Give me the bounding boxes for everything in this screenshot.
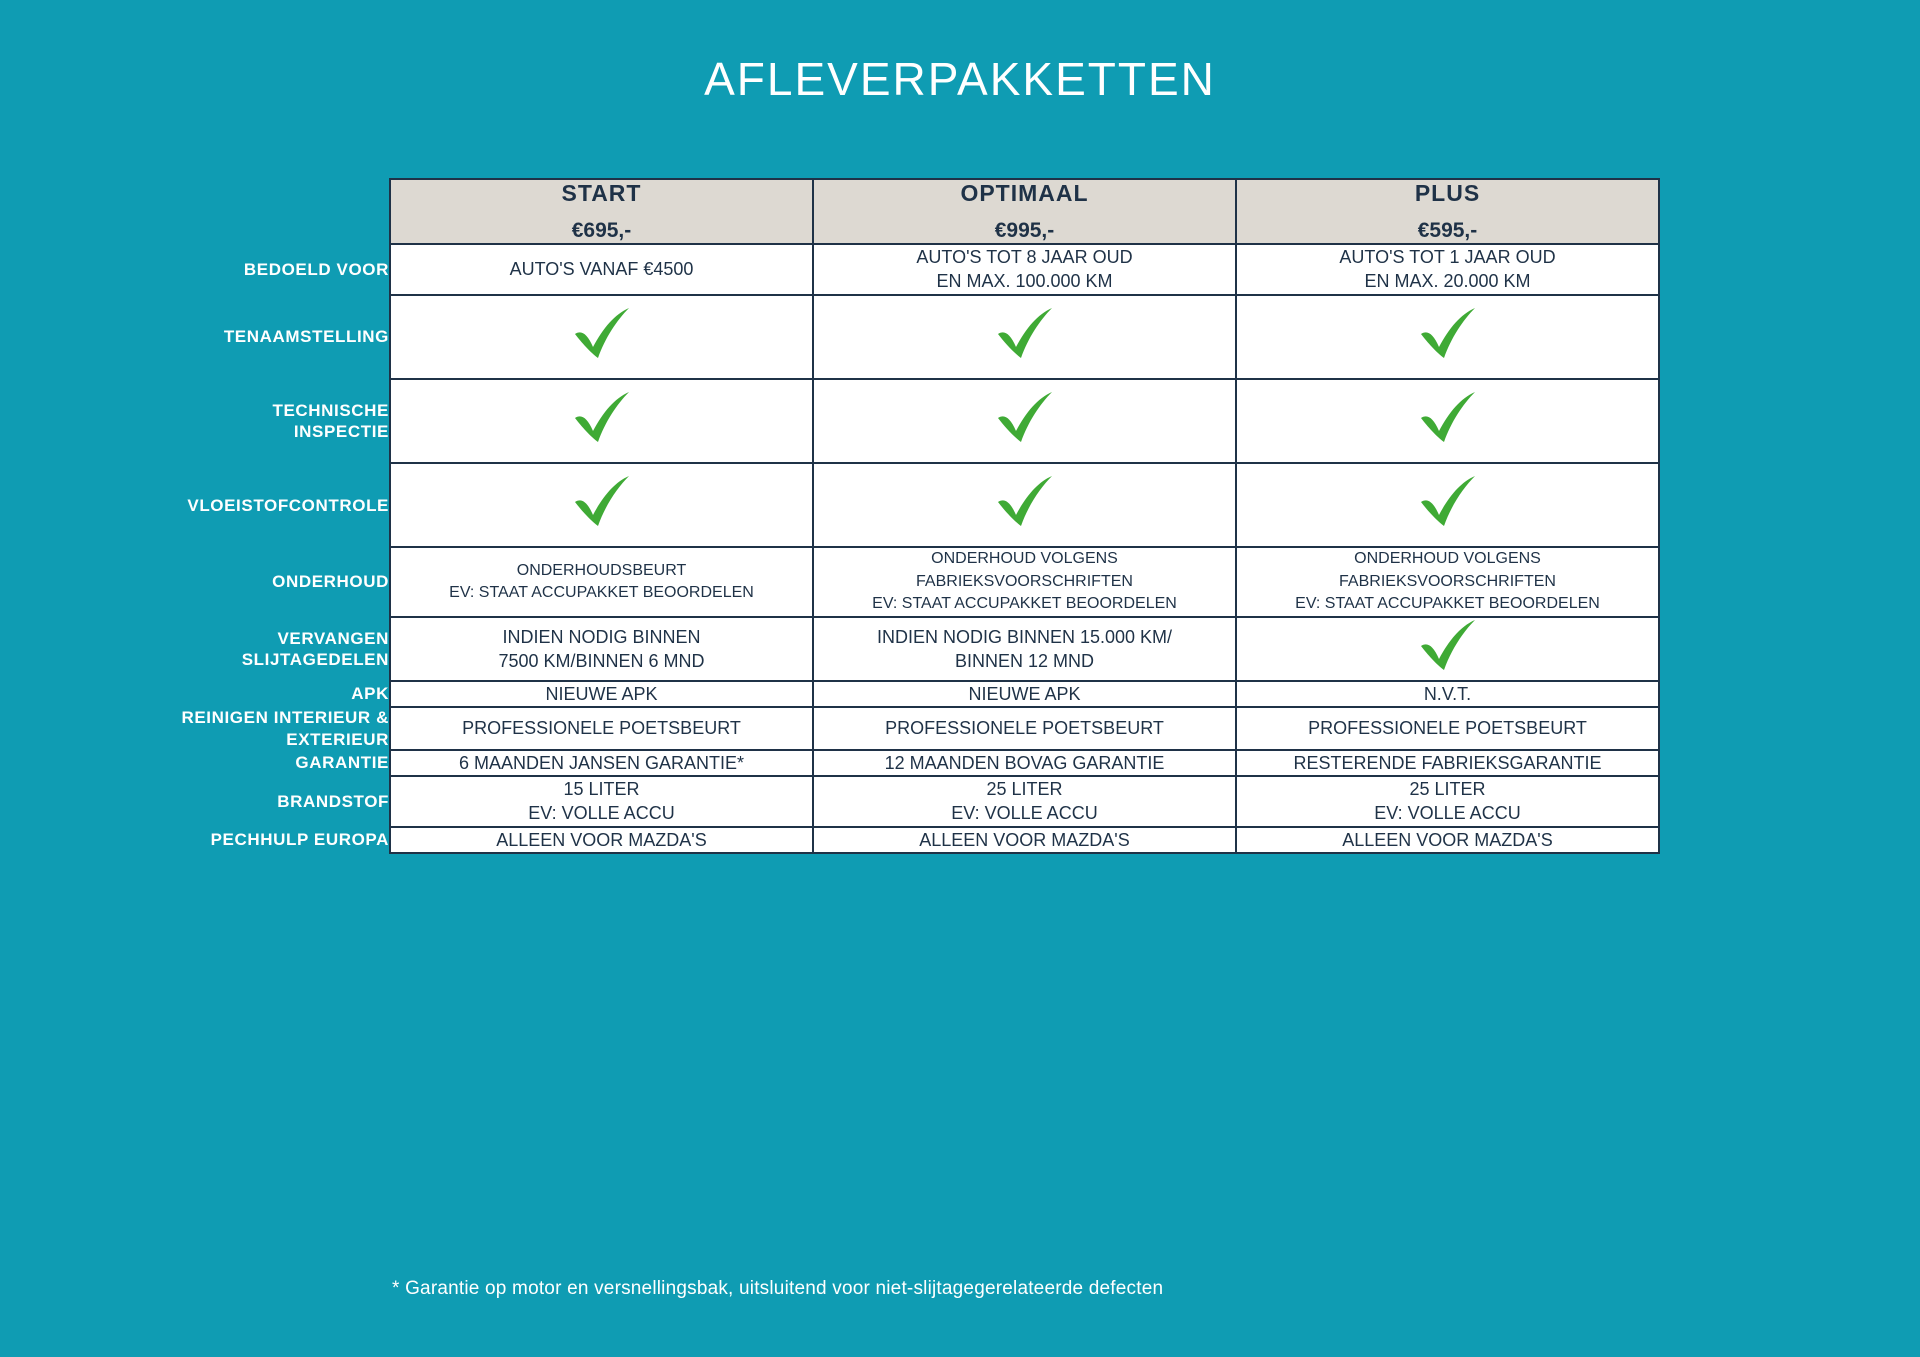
row-label-line: GARANTIE bbox=[295, 753, 389, 773]
table-cell bbox=[1236, 776, 1659, 827]
table-cell bbox=[390, 681, 813, 707]
cell-line: EN MAX. 100.000 KM bbox=[936, 271, 1113, 292]
checkmark-icon bbox=[571, 306, 633, 362]
package-price: €695,- bbox=[571, 219, 632, 242]
cell-line: ALLEEN VOOR MAZDA'S bbox=[496, 829, 707, 850]
row-label bbox=[130, 463, 390, 547]
table-cell bbox=[813, 827, 1236, 853]
checkmark-icon bbox=[1417, 474, 1479, 530]
cell-line: ONDERHOUDSBEURT bbox=[516, 561, 687, 579]
row-label bbox=[130, 244, 390, 295]
row-label bbox=[130, 617, 390, 681]
table-cell bbox=[1236, 750, 1659, 776]
checkmark-icon bbox=[1417, 390, 1479, 446]
package-name: PLUS bbox=[1414, 180, 1481, 206]
package-price: €995,- bbox=[994, 219, 1055, 242]
table-cell bbox=[390, 379, 813, 463]
table-cell bbox=[813, 379, 1236, 463]
row-label bbox=[130, 827, 390, 853]
table-cell bbox=[813, 750, 1236, 776]
table-header-row bbox=[130, 179, 1659, 244]
row-label bbox=[130, 776, 390, 827]
header-corner-spacer bbox=[130, 179, 390, 244]
table-cell bbox=[813, 463, 1236, 547]
table-row bbox=[130, 379, 1659, 463]
cell-line: PROFESSIONELE POETSBEURT bbox=[1308, 718, 1587, 739]
package-header-start bbox=[390, 179, 813, 244]
row-label-line: VERVANGEN bbox=[277, 628, 389, 648]
row-label bbox=[130, 750, 390, 776]
cell-line: EV: STAAT ACCUPAKKET BEOORDELEN bbox=[872, 595, 1177, 613]
cell-line: N.V.T. bbox=[1423, 683, 1472, 704]
table-row bbox=[130, 776, 1659, 827]
checkmark-icon bbox=[571, 390, 633, 446]
cell-line: 15 LITER bbox=[563, 779, 640, 800]
row-label-line: PECHHULP EUROPA bbox=[210, 830, 389, 850]
cell-line: 12 MAANDEN BOVAG GARANTIE bbox=[884, 752, 1165, 773]
row-label bbox=[130, 547, 390, 616]
table-cell bbox=[1236, 707, 1659, 750]
table-row bbox=[130, 681, 1659, 707]
table-cell bbox=[1236, 379, 1659, 463]
row-label bbox=[130, 707, 390, 750]
table-cell bbox=[390, 707, 813, 750]
table-cell bbox=[813, 547, 1236, 616]
table-cell bbox=[390, 827, 813, 853]
row-label-line: REINIGEN INTERIEUR & bbox=[181, 708, 389, 728]
table-row bbox=[130, 750, 1659, 776]
cell-line: ONDERHOUD VOLGENS bbox=[1354, 550, 1541, 568]
package-header-plus bbox=[1236, 179, 1659, 244]
cell-line: EV: VOLLE ACCU bbox=[528, 803, 675, 824]
row-label-line: EXTERIEUR bbox=[286, 729, 389, 749]
cell-line: AUTO'S TOT 8 JAAR OUD bbox=[916, 247, 1133, 267]
table-row bbox=[130, 244, 1659, 295]
table-row bbox=[130, 295, 1659, 379]
row-label-line: ONDERHOUD bbox=[272, 572, 389, 592]
row-label-line: BEDOELD VOOR bbox=[243, 259, 389, 279]
package-name: OPTIMAAL bbox=[960, 180, 1089, 206]
table-cell bbox=[1236, 617, 1659, 681]
cell-line: EV: STAAT ACCUPAKKET BEOORDELEN bbox=[1295, 595, 1600, 613]
table-cell bbox=[1236, 827, 1659, 853]
table-cell bbox=[1236, 463, 1659, 547]
table-cell bbox=[813, 244, 1236, 295]
table-cell bbox=[813, 617, 1236, 681]
row-label bbox=[130, 379, 390, 463]
table-row bbox=[130, 617, 1659, 681]
cell-line: AUTO'S TOT 1 JAAR OUD bbox=[1339, 247, 1556, 267]
row-label-line: TENAAMSTELLING bbox=[223, 327, 389, 347]
packages-table-wrapper bbox=[130, 178, 1660, 854]
footnote: * Garantie op motor en versnellingsbak, uitsluitend voor niet-slijtagegerelateerde defecten bbox=[392, 1278, 1164, 1299]
cell-line: AUTO'S VANAF €4500 bbox=[509, 259, 694, 280]
checkmark-icon bbox=[994, 474, 1056, 530]
table-cell bbox=[813, 295, 1236, 379]
cell-line: 25 LITER bbox=[1409, 779, 1486, 800]
cell-line: NIEUWE APK bbox=[545, 683, 658, 704]
cell-line: ALLEEN VOOR MAZDA'S bbox=[1342, 829, 1553, 850]
table-cell bbox=[390, 244, 813, 295]
cell-line: ONDERHOUD VOLGENS bbox=[931, 550, 1118, 568]
table-row bbox=[130, 547, 1659, 616]
cell-line: INDIEN NODIG BINNEN 15.000 KM/ bbox=[876, 626, 1173, 647]
cell-line: PROFESSIONELE POETSBEURT bbox=[462, 718, 741, 739]
row-label-line: SLIJTAGEDELEN bbox=[241, 649, 389, 669]
table-cell bbox=[1236, 547, 1659, 616]
table-cell bbox=[390, 463, 813, 547]
row-label-line: TECHNISCHE bbox=[272, 400, 389, 420]
row-label-line: INSPECTIE bbox=[293, 422, 389, 442]
row-label bbox=[130, 681, 390, 707]
table-cell bbox=[390, 617, 813, 681]
cell-line: FABRIEKSVOORSCHRIFTEN bbox=[916, 572, 1133, 590]
cell-line: EV: VOLLE ACCU bbox=[1374, 803, 1521, 824]
row-label-line: APK bbox=[351, 684, 389, 704]
table-cell bbox=[1236, 681, 1659, 707]
table-cell bbox=[813, 681, 1236, 707]
cell-line: ALLEEN VOOR MAZDA'S bbox=[919, 829, 1130, 850]
table-cell bbox=[813, 707, 1236, 750]
table-cell bbox=[1236, 244, 1659, 295]
table-cell bbox=[390, 547, 813, 616]
row-label-line: BRANDSTOF bbox=[277, 791, 389, 811]
packages-comparison-table bbox=[130, 178, 1660, 854]
cell-line: 7500 KM/BINNEN 6 MND bbox=[498, 650, 705, 671]
checkmark-icon bbox=[1417, 306, 1479, 362]
cell-line: RESTERENDE FABRIEKSGARANTIE bbox=[1293, 752, 1602, 773]
checkmark-icon bbox=[1417, 618, 1479, 674]
package-name: START bbox=[561, 180, 642, 206]
cell-line: 6 MAANDEN JANSEN GARANTIE* bbox=[458, 752, 745, 773]
table-cell bbox=[1236, 295, 1659, 379]
cell-line: NIEUWE APK bbox=[968, 683, 1081, 704]
table-row bbox=[130, 827, 1659, 853]
table-row bbox=[130, 707, 1659, 750]
cell-line: PROFESSIONELE POETSBEURT bbox=[885, 718, 1164, 739]
row-label bbox=[130, 295, 390, 379]
checkmark-icon bbox=[571, 474, 633, 530]
cell-line: EV: STAAT ACCUPAKKET BEOORDELEN bbox=[449, 584, 754, 602]
cell-line: EN MAX. 20.000 KM bbox=[1364, 271, 1531, 292]
package-header-optimaal bbox=[813, 179, 1236, 244]
table-cell bbox=[813, 776, 1236, 827]
checkmark-icon bbox=[994, 306, 1056, 362]
table-row bbox=[130, 463, 1659, 547]
table-cell bbox=[390, 776, 813, 827]
row-label-line: VLOEISTOFCONTROLE bbox=[187, 495, 389, 515]
cell-line: INDIEN NODIG BINNEN bbox=[502, 626, 701, 647]
cell-line: EV: VOLLE ACCU bbox=[951, 803, 1098, 824]
checkmark-icon bbox=[994, 390, 1056, 446]
cell-line: BINNEN 12 MND bbox=[954, 650, 1095, 671]
cell-line: 25 LITER bbox=[986, 779, 1063, 800]
table-cell bbox=[390, 750, 813, 776]
cell-line: FABRIEKSVOORSCHRIFTEN bbox=[1339, 572, 1556, 590]
page-title: AFLEVERPAKKETTEN bbox=[704, 53, 1216, 105]
package-price: €595,- bbox=[1417, 219, 1478, 242]
table-cell bbox=[390, 295, 813, 379]
